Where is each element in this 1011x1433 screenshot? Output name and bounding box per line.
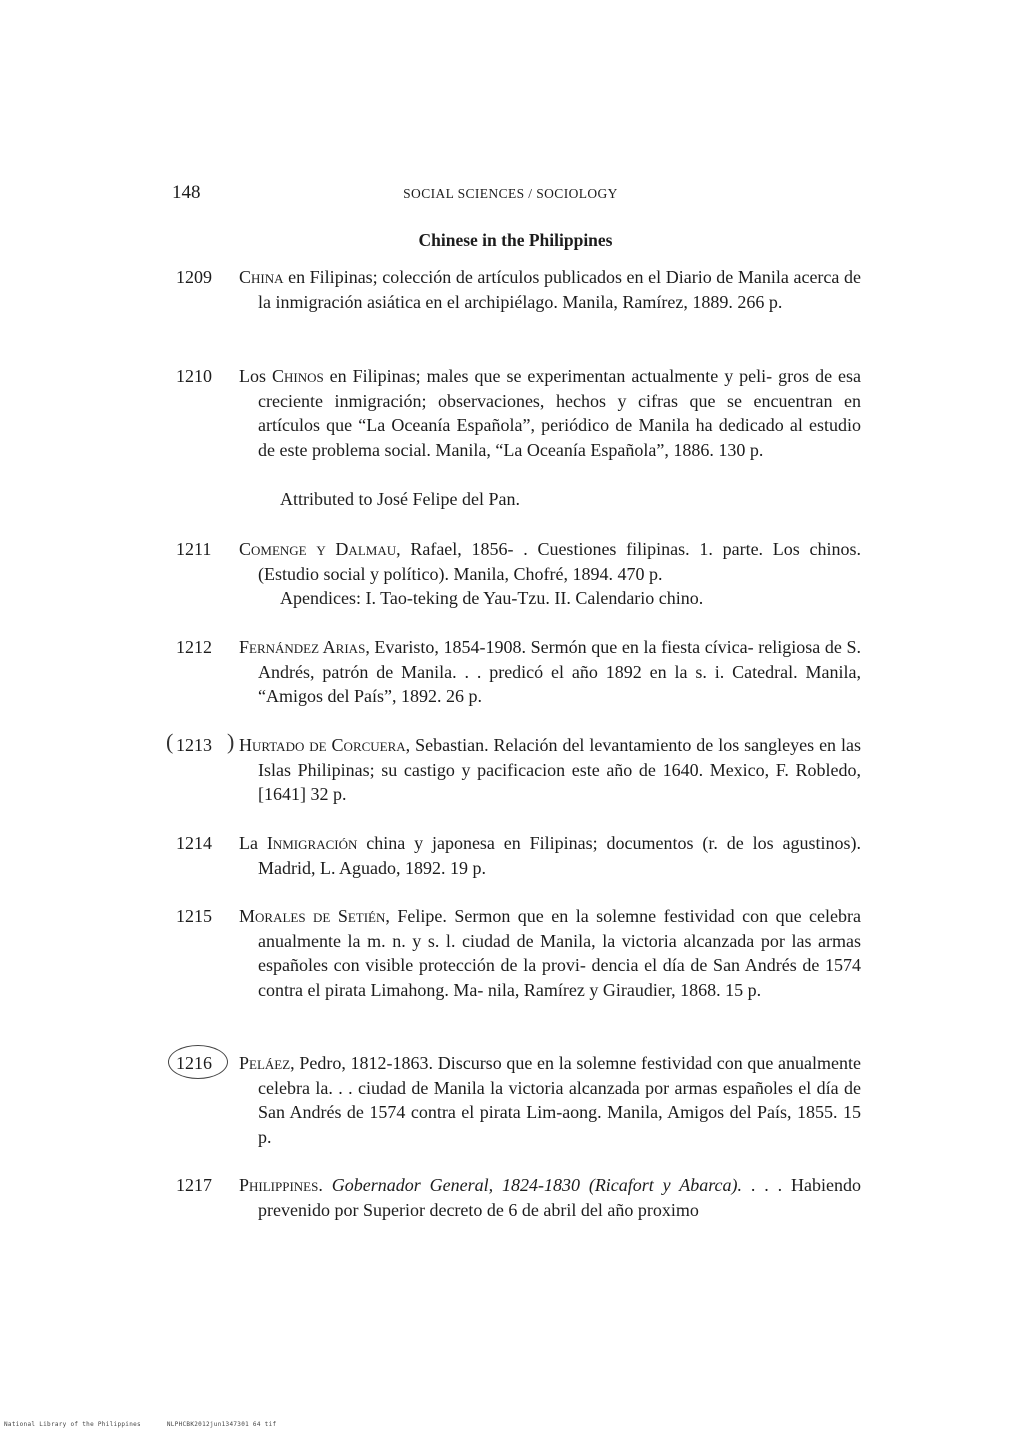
entry-line: Lim-aong. Manila, Amigos del País, 1855. 15 p. [258, 1102, 861, 1147]
entry-line: Manila acerca de la inmigración asiática en el archipiélago. Manila, [258, 267, 861, 312]
entry-line: s. i. Catedral. Manila, “Amigos del País”, 1892. 26 p. [258, 661, 861, 707]
handwritten-circle-mark [168, 1045, 228, 1079]
entry-author: Chinos [271, 366, 324, 386]
entry-line: , Sebastian. Relación del levantamiento de los [405, 735, 740, 755]
entry-line: 1640. Mexico, F. Robledo, [1641] 32 p. [258, 759, 861, 805]
entry-number: 1211 [176, 539, 212, 559]
entry-line: Oceanía Española”, 1886. 130 p. [526, 439, 764, 460]
entry-line: religiosa de S. Andrés, patrón de Manila. . . predicó el año 1892 en la [258, 637, 862, 682]
entry-author: Hurtado de Corcuera [239, 735, 406, 755]
entry-line: sangleyes en las Islas Philipinas; su castigo y pacificacion este año de [258, 735, 861, 780]
handwritten-close-paren: ) [227, 729, 235, 754]
entry-line: en Filipinas; males que se experimentan actualmente y peli- [323, 366, 773, 386]
entry-text [239, 1051, 862, 1149]
entry-line: agustinos). Madrid, L. Aguado, 1892. 19 p. [258, 833, 861, 878]
footer-file: NLPHCBK2012jun1347301 64 tif [166, 1421, 277, 1428]
entry-author: Fernández Arias [239, 637, 366, 657]
page-number: 148 [172, 182, 201, 203]
entry-line: por armas españoles el día de San Andrés de 1574 contra el pirata [258, 1077, 861, 1123]
entry-author: China [239, 267, 284, 287]
entry-line: , Evaristo, 1854-1908. Sermón que en la fiesta cívica- [365, 637, 754, 657]
entry-text [239, 831, 861, 880]
entry-author: Inmigración [266, 833, 358, 853]
entry-line: . . . [742, 1175, 783, 1195]
entry-text [239, 635, 862, 709]
entry-line: china y japonesa en Filipinas; documentos (r. de los [357, 833, 774, 853]
entry-text [239, 733, 861, 807]
entry-text [239, 904, 862, 1002]
scan-footer [4, 1421, 298, 1428]
entry-line: que anualmente celebra la. . . ciudad de Manila la victoria alcanzada [258, 1053, 862, 1098]
entry-italic-heading: Gobernador General, 1824-1830 (Ricafort y Abarca). [331, 1175, 743, 1195]
entry-number: 1214 [176, 833, 212, 853]
entry-text [239, 265, 861, 314]
entry-number: 1210 [176, 366, 212, 386]
entry-number: 1213 [176, 735, 212, 755]
entry-prefix: Los [239, 366, 272, 386]
entry-number: 1212 [176, 637, 212, 657]
entry-text [239, 537, 861, 586]
entry-text [239, 364, 862, 462]
entry-line: Habiendo prevenido por Superior decreto de 6 de abril del año proximo [258, 1175, 862, 1220]
section-title: Chinese in the Philippines [418, 230, 613, 250]
handwritten-open-paren: ( [166, 729, 174, 754]
entry-prefix: La [239, 833, 267, 853]
entry-line: , Pedro, 1812-1863. Discurso que en la solemne festividad con [290, 1053, 743, 1073]
running-head: SOCIAL SCIENCES / SOCIOLOGY [403, 186, 618, 201]
entry-author: Peláez [239, 1053, 291, 1073]
entry-line: Manila ha dedicado al estudio de este problema social. Manila, “La [258, 415, 861, 460]
entry-line: , Felipe. Sermon que en la solemne festividad con [385, 906, 769, 926]
entry-note: Apendices: I. Tao-teking de Yau-Tzu. II. Calendario chino. [280, 588, 704, 608]
entry-author: Morales de Setién [239, 906, 386, 926]
entry-note: Attributed to José Felipe del Pan. [280, 489, 520, 509]
entry-line: nila, Ramírez y Giraudier, 1868. 15 p. [487, 979, 762, 1000]
entry-number: 1216 [176, 1053, 212, 1073]
entry-line: alcanzada por las armas españoles con visible protección de la provi- [258, 930, 862, 976]
entry-number: 1209 [176, 267, 212, 287]
entry-line: que celebra anualmente la m. n. y s. l. ciudad de Manila, la victoria [258, 906, 861, 951]
entry-line: , Rafael, 1856- . Cuestiones filipinas. 1. parte. [396, 539, 764, 559]
entry-author: Philippines. [239, 1175, 323, 1195]
entry-author: Comenge y Dalmau [239, 539, 397, 559]
entry-number: 1217 [176, 1175, 212, 1195]
entry-line: se encuentran en artículos que “La Oceanía Española”, periódico de [258, 390, 862, 436]
entry-text [239, 1173, 862, 1222]
footer-library: National Library of the Philippines [4, 1421, 141, 1428]
entry-line: gros de esa creciente inmigración; observaciones, hechos y cifras que [258, 366, 862, 411]
entry-line: Ramírez, 1889. 266 p. [622, 291, 783, 312]
entry-line: en Filipinas; colección de artículos publicados en el Diario de [283, 267, 734, 287]
entry-number: 1215 [176, 906, 212, 926]
entry-line: Los chinos. (Estudio social y político). Manila, Chofré, 1894. 470 p. [258, 539, 861, 584]
entry-line: dencia el día de San Andrés de 1574 contra el pirata Limahong. Ma- [258, 955, 862, 1000]
